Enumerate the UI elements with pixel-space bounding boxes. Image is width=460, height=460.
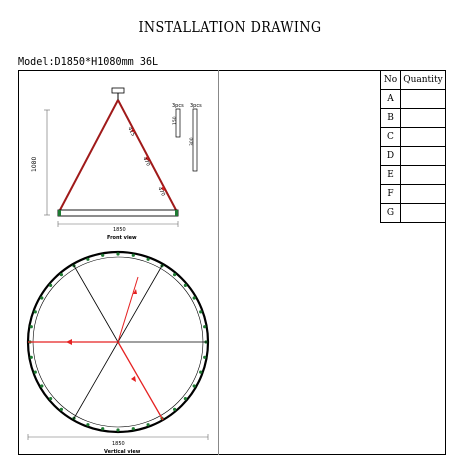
led-dot: [184, 284, 187, 287]
row-letter: D: [381, 147, 401, 166]
vertical-view: [28, 252, 208, 455]
led-end-left: [58, 210, 61, 216]
spoke: [118, 264, 163, 342]
led-dot: [132, 254, 135, 257]
width-label: 1850: [112, 441, 125, 447]
front-view: [31, 88, 202, 241]
ring-side-view: [58, 210, 178, 216]
led-dot: [101, 427, 104, 430]
led-dot: [49, 284, 52, 287]
row-letter: G: [381, 204, 401, 223]
led-dot: [30, 356, 33, 359]
rod-length-label: 300: [190, 137, 195, 146]
rod-length-label: 150: [173, 116, 178, 125]
led-dot: [116, 252, 119, 255]
led-dot: [184, 397, 187, 400]
led-dot: [86, 423, 89, 426]
led-dot: [199, 371, 202, 374]
led-dot: [40, 296, 43, 299]
led-dot: [101, 254, 104, 257]
ceiling-canopy: [112, 88, 124, 93]
row-letter: B: [381, 109, 401, 128]
vertical-view-caption: Vertical view: [104, 449, 141, 455]
led-dot: [60, 273, 63, 276]
led-dot: [86, 258, 89, 261]
led-dot: [193, 296, 196, 299]
led-end-right: [175, 210, 178, 216]
cable-spoke: [118, 277, 138, 342]
spoke: [73, 264, 118, 342]
cable-label: 415: [126, 126, 137, 138]
rod-count-label: 3pcs: [190, 103, 202, 109]
front-view-caption: Front view: [107, 235, 137, 241]
cable-spoke: [118, 342, 163, 420]
led-dot: [203, 325, 206, 328]
cable-label: 470: [156, 186, 167, 198]
led-dot: [34, 310, 37, 313]
model-spec: Model:D1850*H1080mm 36L: [18, 55, 159, 68]
led-dot: [173, 273, 176, 276]
header-quantity: Quantity: [401, 71, 446, 90]
arrow-marker: [66, 339, 72, 345]
led-dot: [173, 408, 176, 411]
led-dot: [199, 310, 202, 313]
led-dot: [193, 384, 196, 387]
rod-count-label: 3pcs: [172, 103, 184, 109]
cable-label: 470: [141, 156, 152, 168]
row-letter: C: [381, 128, 401, 147]
led-dot: [34, 371, 37, 374]
row-letter: A: [381, 90, 401, 109]
header-no: No: [381, 71, 401, 90]
height-label: 1080: [31, 156, 38, 172]
led-dot: [147, 423, 150, 426]
led-dot: [132, 427, 135, 430]
suspension-cable-left: [60, 100, 118, 210]
row-letter: F: [381, 185, 401, 204]
led-dot: [116, 428, 119, 431]
led-dot: [40, 384, 43, 387]
led-dot: [147, 258, 150, 261]
led-dot: [203, 356, 206, 359]
row-letter: E: [381, 166, 401, 185]
width-label: 1850: [113, 227, 126, 233]
led-dot: [49, 397, 52, 400]
led-dot: [60, 408, 63, 411]
led-dot: [30, 325, 33, 328]
spoke: [73, 342, 118, 420]
drawing-title: INSTALLATION DRAWING: [138, 18, 322, 36]
arrow-marker: [131, 376, 136, 382]
